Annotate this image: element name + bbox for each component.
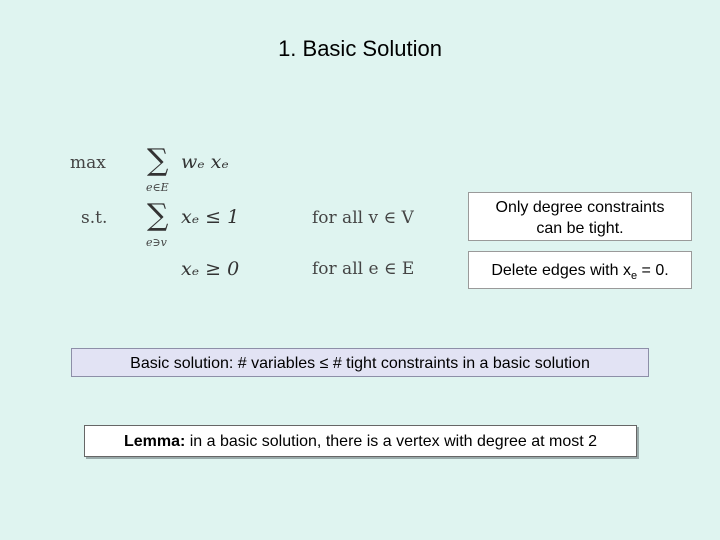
lemma-text: in a basic solution, there is a vertex with degree at most 2 [185, 433, 598, 450]
basic-solution-statement: Basic solution: # variables ≤ # tight constraints in a basic solution [71, 348, 649, 377]
objective-sum-symbol: ∑ [147, 143, 169, 178]
nonnegativity-expression: xₑ ≥ 0 [181, 258, 240, 280]
degree-note-line-1: Only degree constraints [495, 199, 665, 216]
delete-edges-note [468, 251, 692, 289]
constraint-expression: xₑ ≤ 1 [181, 206, 240, 228]
nonnegativity-condition: for all e ∈ E [312, 259, 415, 279]
degree-note-line-2: can be tight. [536, 220, 624, 237]
lemma-statement [84, 425, 637, 457]
objective-sum-index: e∈E [146, 181, 169, 194]
delete-edges-subscript: e [630, 270, 638, 283]
constraint-sum-index: e∋v [146, 236, 167, 249]
delete-edges-prefix: Delete edges with x [491, 262, 631, 279]
constraint-condition: for all v ∈ V [312, 208, 414, 228]
constraint-sum-symbol: ∑ [147, 198, 169, 233]
subject-to-keyword: s.t. [81, 208, 108, 228]
delete-edges-suffix: = 0. [637, 262, 669, 279]
degree-constraints-note [468, 192, 692, 241]
slide-title: 1. Basic Solution [278, 36, 442, 61]
lemma-label: Lemma: [123, 433, 186, 450]
objective-expression: wₑ xₑ [181, 151, 229, 173]
objective-keyword: max [70, 153, 106, 173]
